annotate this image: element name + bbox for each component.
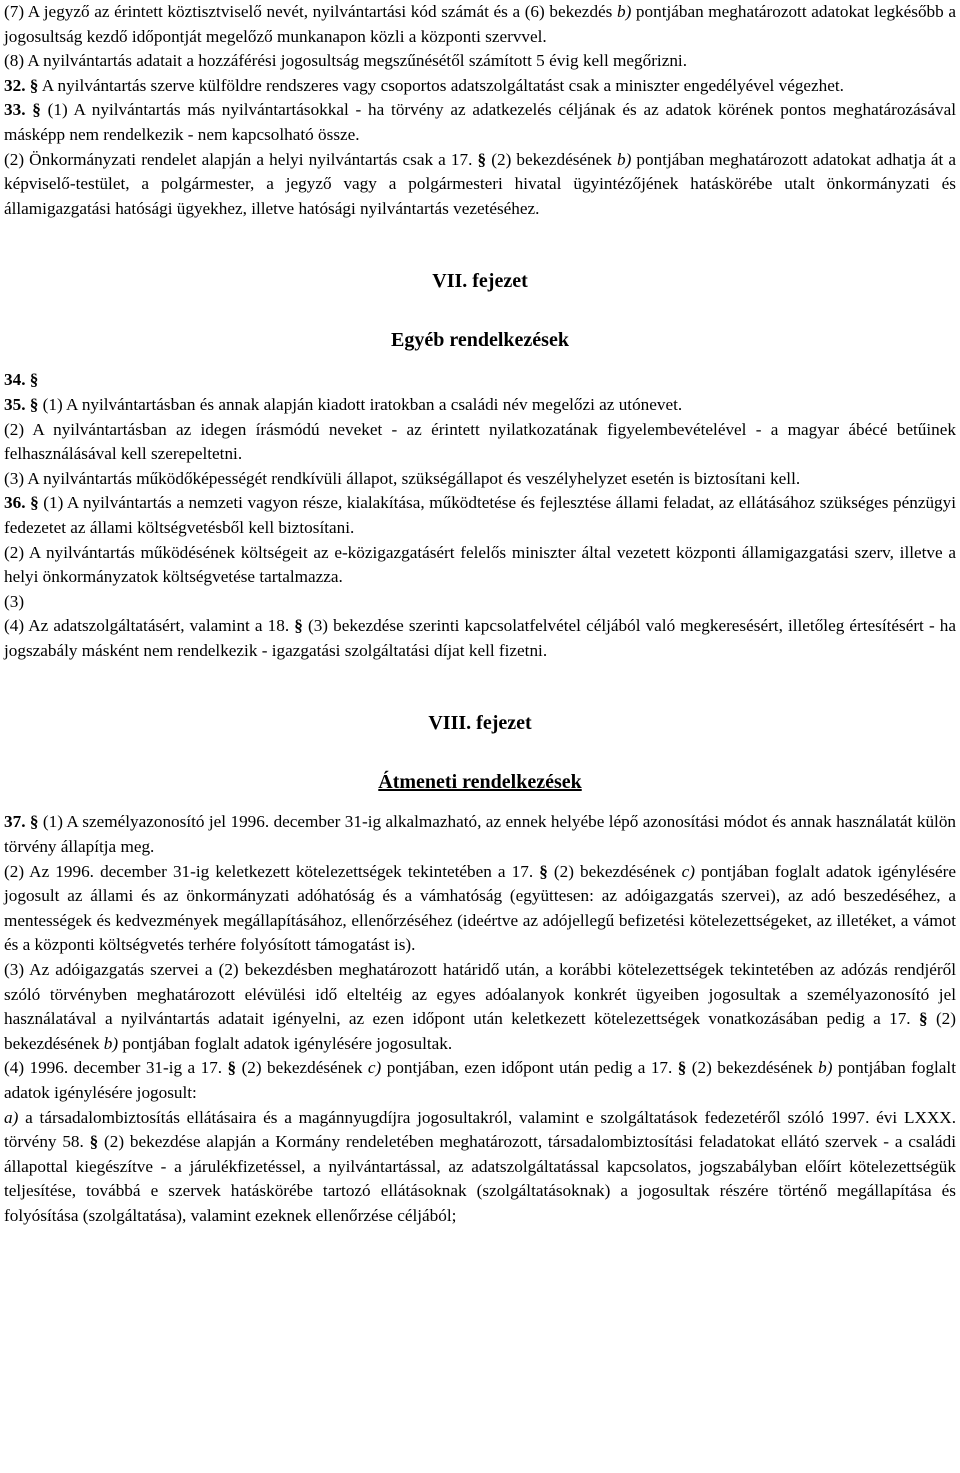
paragraph — [4, 958, 956, 1056]
text-run: pontjában meghatározott adatokat adhatja át a képviselő-testület, a polgármester, a jegyző vagy a polgármesteri hivatal ügyintézőjének hatáskörébe utalt önkormányzati és államigazgatási hatósági ügyekhez, illetve hatósági nyilvántartás vezetéséhez. — [4, 149, 956, 218]
bold-run: § — [294, 616, 303, 636]
paragraph — [4, 148, 956, 222]
text-run: (8) A nyilvántartás adatait a hozzáférési jogosultság megszűnésétől számított 5 évig kell megőrizni. — [4, 51, 688, 71]
paragraph — [4, 74, 956, 99]
text-run: (3) A nyilvántartás működőképességét rendkívüli állapot, szükségállapot és veszélyhelyzet esetén is biztosítani kell. — [4, 468, 801, 488]
text-run: (2) bekezdésének — [486, 149, 617, 169]
text-run: (3) — [4, 591, 25, 611]
paragraph — [4, 614, 956, 663]
bold-run: § — [227, 1058, 237, 1078]
paragraph — [4, 393, 956, 418]
italic-run: b) — [616, 149, 632, 169]
italic-run: c) — [681, 861, 695, 881]
text-run: (1) A nyilvántartás a nemzeti vagyon része, kialakítása, működtetése és fejlesztése állami feladat, az ellátásához szükséges pénzügyi fedezetet az állami költségvetésből kell biztosítani. — [4, 493, 957, 537]
bold-run: § — [89, 1132, 99, 1152]
bold-run: § — [29, 394, 39, 414]
chapter-heading — [4, 267, 956, 295]
chapter-heading-text: VII. fejezet — [432, 270, 528, 293]
section-title-text: Egyéb rendelkezések — [391, 329, 569, 352]
chapter-heading-text: VIII. fejezet — [428, 712, 532, 735]
text-run: (1) A személyazonosító jel 1996. december 31-ig alkalmazható, az ennek helyébe lépő azonosítási módot és annak használatát külön törvény állapítja meg. — [4, 812, 957, 857]
text-run: (4) 1996. december 31-ig a 17. — [4, 1058, 228, 1078]
text-run: (2) Az 1996. december 31-ig keletkezett kötelezettségek tekintetében a 17. — [4, 861, 540, 881]
text-run: (2) bekezdésének — [4, 1009, 956, 1053]
chapter-heading — [4, 709, 956, 737]
text-run: (2) A nyilvántartás működésének költségeit az e-közigazgatásért felelős miniszter által vezetett központi államigazgatási szerv, illetve a helyi önkormányzatok költségvetése tartalmazza. — [4, 542, 956, 587]
text-run: (3) bekezdése szerinti kapcsolatfelvétel céljából való megkeresésért, illetőleg értesítésért - ha jogszabály másként nem rendelkezik - igazgatási szolgáltatási díjat kell fizetni. — [4, 616, 956, 660]
text-run: (1) A nyilvántartás más nyilvántartásokkal - ha törvény az adatkezelés céljának és az adatok körének pontos meghatározásával másképp nem rendelkezik - nem kapcsolható össze. — [4, 100, 957, 144]
text-run: (2) bekezdése alapján a Kormány rendeletében meghatározott, társadalombiztosítási feladatokat ellátó szervek - a családi állapottal kiegészítve - a járulékfizetéssel, a nyilvántartással, az adatszolgáltatással kapcsolatos, jogszabályban előírt kötelezettségük teljesítése, továbbá e szervek hatáskörébe tartozó ellátásoknak (szolgáltatásoknak) a jogosultak részére történő megállapítása és folyósítása (szolgáltatása), valamint ezeknek ellenőrzése céljából; — [4, 1132, 956, 1225]
text-run: (2) bekezdésének — [236, 1058, 368, 1078]
paragraph — [4, 590, 956, 615]
bold-run: 37. — [4, 812, 26, 832]
bold-run: 36. — [4, 493, 26, 513]
italic-run: b) — [616, 2, 632, 21]
bold-run: § — [677, 1058, 687, 1078]
paragraph — [4, 491, 956, 540]
paragraph — [4, 0, 956, 49]
italic-run: c) — [367, 1058, 382, 1078]
paragraph — [4, 467, 956, 492]
text-run: (4) Az adatszolgáltatásért, valamint a 18. — [4, 616, 295, 636]
bold-run: § — [539, 861, 548, 881]
paragraph — [4, 49, 956, 74]
paragraph — [4, 810, 956, 859]
paragraph — [4, 1056, 956, 1105]
italic-run: a) — [4, 1107, 19, 1127]
bold-run: § — [29, 370, 39, 390]
text-run: pontjában foglalt adatok igénylésére jogosult az állami és az önkormányzati adóhatóság és a vámhatóság (együttesen: az adóigazgatás szervei), az adó beszedéséhez, a mentességek és kedvezmények megállapításához, ellenőrzéséhez (ideértve az adójellegű befizetési kötelezettségeket, az illetéket, a vámot és a központi költségvetés terhére folyósított támogatást is). — [4, 861, 956, 955]
bold-run: 32. — [4, 75, 26, 95]
paragraph — [4, 368, 956, 393]
bold-run: § — [29, 812, 39, 832]
bold-run: § — [30, 493, 39, 513]
bold-run: § — [29, 75, 39, 95]
text-run: (2) Önkormányzati rendelet alapján a helyi nyilvántartás csak a 17. — [4, 149, 478, 169]
paragraph — [4, 541, 956, 590]
text-run: (2) bekezdésének — [547, 861, 682, 881]
section-title-text: Átmeneti rendelkezések — [378, 771, 582, 794]
section-title — [4, 326, 956, 354]
text-run: pontjában meghatározott adatokat legkésőbb a jogosultság kezdő időpontját megelőző munkanapon közli a központi szervvel. — [4, 2, 956, 46]
bold-run: 33. — [4, 100, 26, 120]
text-run: a társadalombiztosítás ellátásaira és a magánnyugdíjra jogosultakról, valamint e szolgáltatások fedezetéről szóló 1997. évi LXXX. törvény 58. — [4, 1107, 956, 1152]
italic-run: b) — [103, 1033, 119, 1053]
section-title — [4, 768, 956, 796]
text-run: (7) A jegyző az érintett köztisztviselő nevét, nyilvántartási kód számát és a (6) bekezdés — [4, 2, 617, 21]
italic-run: b) — [818, 1058, 833, 1078]
paragraph — [4, 418, 956, 467]
text-run: (2) A nyilvántartásban az idegen írásmódú neveket - az érintett nyilatkozatának figyelembevételével - a magyar ábécé betűinek felhasználásával kell szerepeltetni. — [4, 419, 956, 464]
text-run: pontjában foglalt adatok igénylésére jogosult: — [4, 1058, 956, 1102]
bold-run: 34. — [4, 370, 26, 390]
text-run: (2) bekezdésének — [686, 1058, 819, 1078]
text-run: A nyilvántartás szerve külföldre rendszeres vagy csoportos adatszolgáltatást csak a miniszter engedélyével végezhet. — [38, 75, 844, 95]
paragraph — [4, 1106, 956, 1229]
text-run: pontjában foglalt adatok igénylésére jogosultak. — [118, 1033, 453, 1053]
text-run: pontjában, ezen időpont után pedig a 17. — [381, 1058, 678, 1078]
bold-run: § — [32, 100, 41, 120]
text-run: (3) Az adóigazgatás szervei a (2) bekezdésben meghatározott határidő után, a korábbi kötelezettségek tekintetében az adózás rendjéről szóló törvényben meghatározott elévülési idő elteltéig az egyes adóalanyok konkrét ügyeiben jogosultak a személyazonosító jel használatával a nyilvántartás adatait igényelni, az ezen időpont után keletkezett kötelezettségek vonatkozásában pedig a 17. — [4, 960, 956, 1029]
paragraph — [4, 860, 956, 958]
bold-run: § — [477, 149, 487, 169]
bold-run: 35. — [4, 394, 26, 414]
bold-run: § — [918, 1009, 928, 1029]
text-run: (1) A nyilvántartásban és annak alapján kiadott iratokban a családi név megelőzi az utónevet. — [38, 394, 683, 414]
paragraph — [4, 98, 956, 147]
